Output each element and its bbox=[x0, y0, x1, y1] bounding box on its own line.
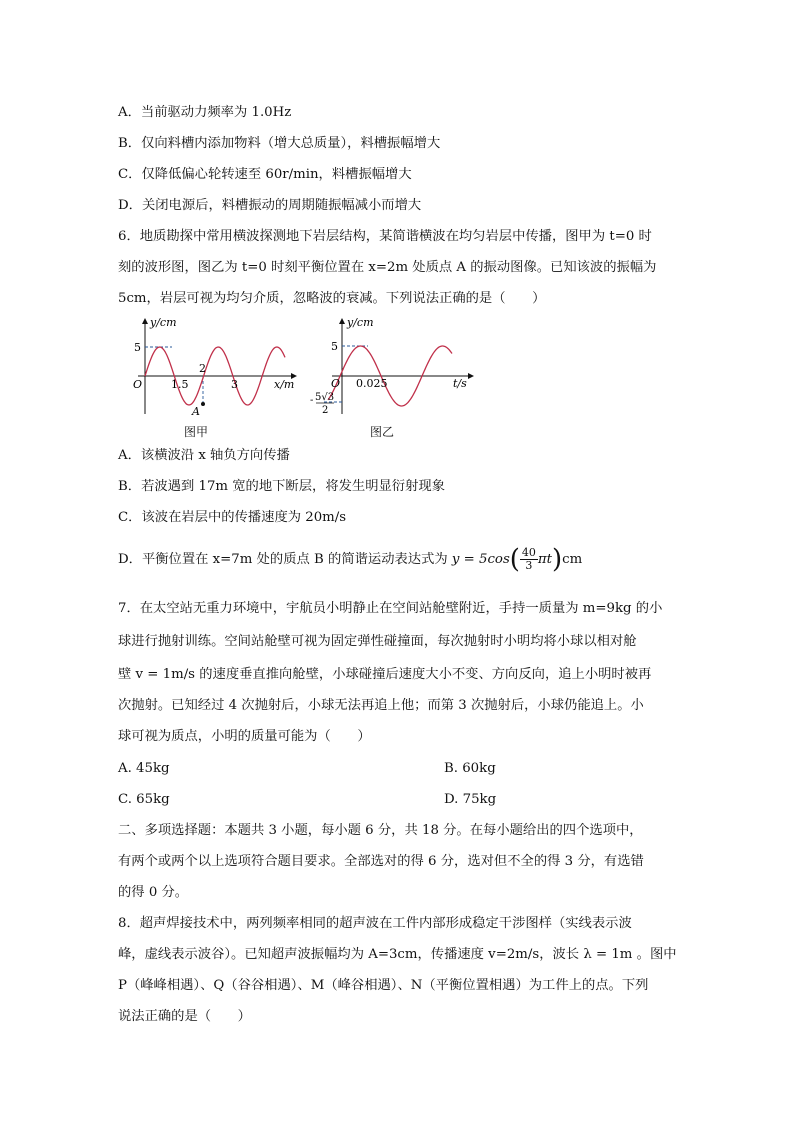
q6-option-d-text: D．平衡位置在 x=7m 处的质点 B 的简谐运动表达式为 bbox=[118, 552, 452, 567]
neg-denominator: 2 bbox=[322, 405, 329, 416]
point-a-label: A bbox=[192, 405, 200, 418]
q7-stem-line2: 球进行抛射训练。空间站舱壁可视为固定弹性碰撞面，每次抛射时小明均将小球以相对舱 bbox=[118, 634, 637, 649]
q6-option-b: B．若波遇到 17m 宽的地下断层，将发生明显衍射现象 bbox=[118, 479, 445, 494]
q8-stem-line1: 8．超声焊接技术中，两列频率相同的超声波在工件内部形成稳定干涉图样（实线表示波 bbox=[118, 916, 632, 931]
section2-line3: 的得 0 分。 bbox=[118, 885, 189, 900]
point-a-dot bbox=[201, 402, 205, 406]
q7-option-d: D. 75kg bbox=[444, 792, 497, 807]
q5-option-c: C．仅降低偏心轮转速至 60r/min，料槽振幅增大 bbox=[118, 167, 412, 182]
q6-stem-line2: 刻的波形图，图乙为 t=0 时刻平衡位置在 x=2m 处质点 A 的振动图像。已知该波的振幅为 bbox=[118, 260, 657, 275]
tick-3: 3 bbox=[231, 378, 238, 391]
q6-option-d-unit: cm bbox=[562, 552, 583, 567]
q6-stem-line3: 5cm，岩层可视为均匀介质，忽略波的衰减。下列说法正确的是（ ） bbox=[118, 291, 546, 306]
q7-option-a: A. 45kg bbox=[118, 761, 170, 776]
neg-sign: - bbox=[310, 395, 314, 406]
q6-option-c: C．该波在岩层中的传播速度为 20m/s bbox=[118, 510, 347, 525]
q7-option-c: C. 65kg bbox=[118, 792, 170, 807]
figure-wave-graph bbox=[128, 314, 303, 422]
tick-2: 2 bbox=[199, 362, 206, 375]
tick-0.025: 0.025 bbox=[356, 377, 388, 390]
q6-option-d-pi-t: πt bbox=[537, 552, 553, 567]
section2-line1: 二、多项选择题：本题共 3 小题，每小题 6 分，共 18 分。在每小题给出的四个选项中， bbox=[118, 823, 643, 838]
y-axis-label: y/cm bbox=[150, 316, 177, 329]
y-axis-label: y/cm bbox=[347, 316, 374, 329]
q6-option-a: A．该横波沿 x 轴负方向传播 bbox=[118, 448, 290, 463]
tick-y-5: 5 bbox=[134, 341, 141, 354]
t-axis-label: t/s bbox=[453, 377, 467, 390]
origin-label: O bbox=[133, 378, 143, 391]
neg-numerator: 5√3 bbox=[315, 392, 335, 403]
q5-option-b: B．仅向料槽内添加物料（增大总质量），料槽振幅增大 bbox=[118, 136, 441, 151]
q7-stem-line3: 壁 v = 1m/s 的速度垂直推向舱壁，小球碰撞后速度大小不变、方向反向，追上小明时被再 bbox=[118, 667, 652, 682]
q5-option-d: D．关闭电源后，料槽振动的周期随振幅减小而增大 bbox=[118, 198, 422, 213]
figure-a-caption: 图甲 bbox=[184, 425, 209, 439]
tick-1.5: 1.5 bbox=[171, 378, 189, 391]
q6-stem-line1: 6．地质勘探中常用横波探测地下岩层结构，某简谐横波在均匀岩层中传播，图甲为 t=0 时 bbox=[118, 229, 652, 244]
q6-option-d-y: y = 5cos bbox=[451, 552, 510, 567]
q8-stem-line2: 峰，虚线表示波谷）。已知超声波振幅均为 A=3cm，传播速度 v=2m/s，波长 λ = 1m 。图中 bbox=[118, 947, 677, 962]
q7-stem-line4: 次抛射。已知经过 4 次抛射后，小球无法再追上他；而第 3 次抛射后，小球仍能追上。小 bbox=[118, 698, 644, 713]
q6-option-d: D．平衡位置在 x=7m 处的质点 B 的简谐运动表达式为 y = 5cos( $\frac{40}{3}$ πt)cm bbox=[118, 544, 583, 575]
figure-vibration-graph bbox=[310, 314, 480, 422]
figure-b-caption: 图乙 bbox=[370, 425, 395, 439]
q6-option-d-fraction: $\frac{40}{3}$ bbox=[521, 546, 536, 572]
origin-label: O bbox=[331, 377, 341, 390]
tick-y-5: 5 bbox=[331, 340, 338, 353]
q7-option-b: B. 60kg bbox=[444, 761, 496, 776]
section2-line2: 有两个或两个以上选项符合题目要求。全部选对的得 6 分，选对但不全的得 3 分，有选错 bbox=[118, 854, 644, 869]
q7-stem-line5: 球可视为质点，小明的质量可能为（ ） bbox=[118, 729, 371, 744]
x-axis-label: x/m bbox=[274, 378, 295, 391]
q5-option-a: A．当前驱动力频率为 1.0Hz bbox=[118, 105, 292, 120]
q8-stem-line4: 说法正确的是（ ） bbox=[118, 1009, 251, 1024]
q8-stem-line3: P（峰峰相遇）、Q（谷谷相遇）、M（峰谷相遇）、N（平衡位置相遇）为工件上的点。下列 bbox=[118, 978, 649, 993]
q7-stem-line1: 7．在太空站无重力环境中，宇航员小明静止在空间站舱壁附近，手持一质量为 m=9kg 的小 bbox=[118, 601, 663, 616]
